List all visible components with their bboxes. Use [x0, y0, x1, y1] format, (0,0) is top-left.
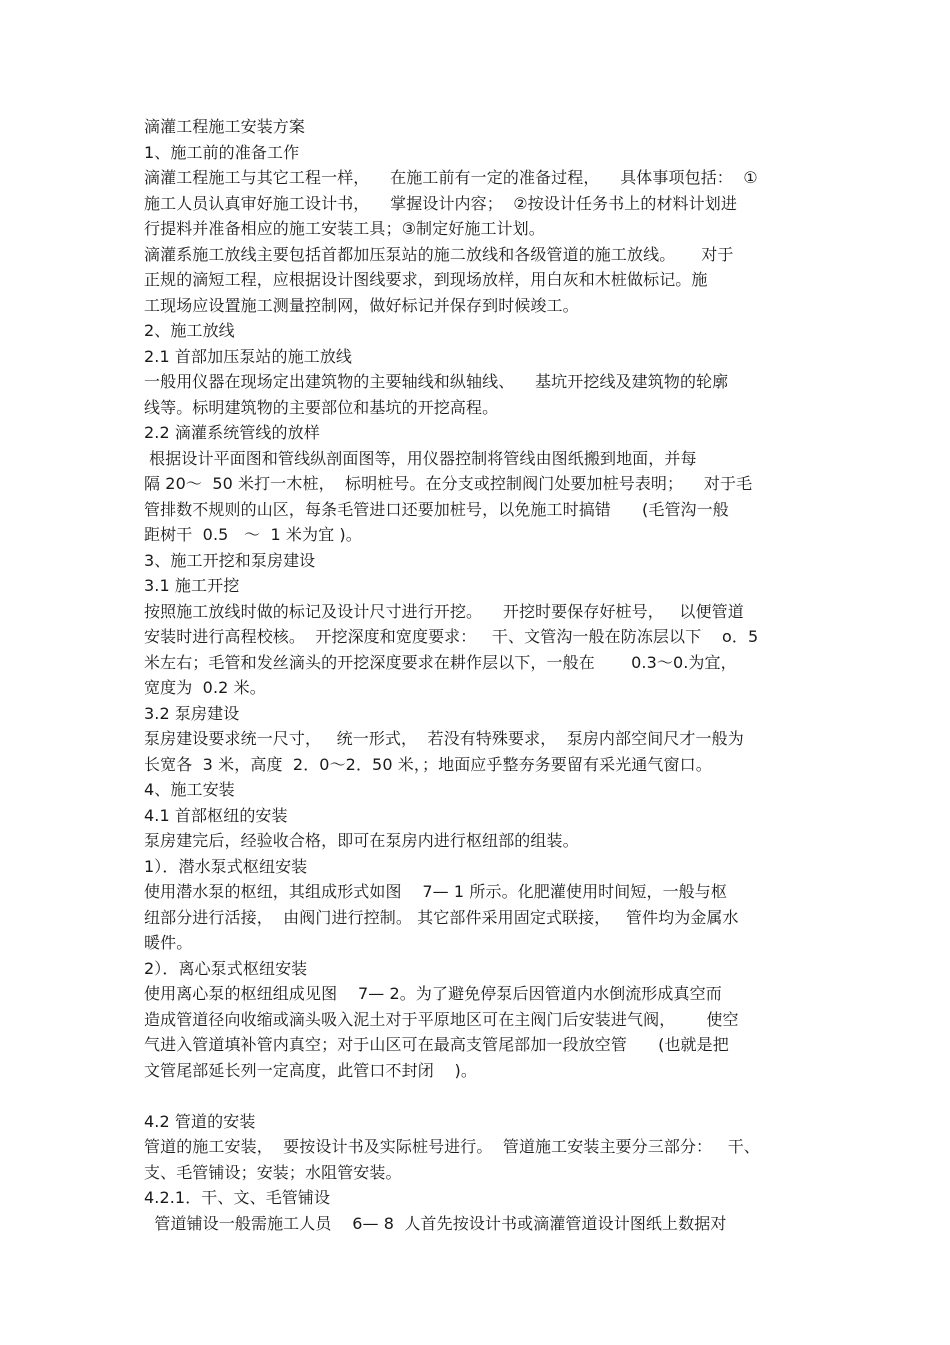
- paragraph-line: 按照施工放线时做的标记及设计尺寸进行开挖。 开挖时要保存好桩号， 以便管道: [144, 601, 744, 621]
- subsection-heading-2-1: 2.1 首部加压泵站的施工放线: [144, 346, 353, 366]
- paragraph-line: 距树干 0.5 ～ 1 米为宜 )。: [144, 525, 362, 544]
- paragraph-line: 行提料并准备相应的施工安装工具；③制定好施工计划。: [144, 219, 545, 238]
- paragraph-line: 暖件。: [144, 933, 193, 952]
- paragraph-line: 使用潜水泵的枢纽，其组成形式如图 7— 1 所示。化肥灌使用时间短，一般与枢: [144, 882, 727, 901]
- paragraph-line: 根据设计平面图和管线纵剖面图等，用仪器控制将管线由图纸搬到地面，并每: [144, 448, 697, 468]
- paragraph-line: 造成管道径向收缩或滴头吸入泥土对于平原地区可在主阀门后安装进气阀， 使空: [144, 1009, 739, 1029]
- section-heading-4: 4、施工安装: [144, 780, 235, 799]
- document-body: [144, 114, 824, 1236]
- paragraph-line: 管排数不规则的山区，每条毛管进口还要加桩号，以免施工时搞错 (毛管沟一般: [144, 499, 729, 519]
- subsubsection-heading-4-2-1: 4.2.1．干、文、毛管铺设: [144, 1188, 331, 1207]
- doc-title: 滴灌工程施工安装方案: [144, 117, 306, 136]
- paragraph-line: 安装时进行高程校核。 开挖深度和宽度要求： 干、文管沟一般在防冻层以下 o．5: [144, 627, 759, 646]
- paragraph-line: 施工人员认真审好施工设计书， 掌握设计内容； ②按设计任务书上的材料计划进: [144, 193, 737, 213]
- paragraph-line: 米左右；毛管和发丝滴头的开挖深度要求在耕作层以下，一般在 0.3～0.为宜，: [144, 652, 737, 672]
- subsection-heading-4-1: 4.1 首部枢纽的安装: [144, 805, 288, 825]
- subsection-heading-3-2: 3.2 泵房建设: [144, 703, 240, 723]
- item-heading-1: 1）．潜水泵式枢纽安装: [144, 856, 308, 876]
- paragraph-line: 文管尾部延长列一定高度，此管口不封闭 )。: [144, 1060, 477, 1080]
- paragraph-line: 管道铺设一般需施工人员 6— 8 人首先按设计书或滴灌管道设计图纸上数据对: [144, 1213, 727, 1233]
- subsection-heading-3-1: 3.1 施工开挖: [144, 576, 240, 595]
- paragraph-line: 使用离心泵的枢纽组成见图 7— 2。为了避免停泵后因管道内水倒流形成真空而: [144, 984, 722, 1003]
- paragraph-line: 长宽各 3 米，高度 2．0～2．50 米，；地面应乎整夯务要留有采光通气窗口。: [144, 754, 712, 774]
- paragraph-line: 滴灌工程施工与其它工程一样， 在施工前有一定的准备过程， 具体事项包括： ①: [144, 168, 758, 187]
- subsection-heading-2-2: 2.2 滴灌系统管线的放样: [144, 423, 320, 442]
- paragraph-line: 支、毛管铺设；安装；水阻管安装。: [144, 1162, 402, 1182]
- section-heading-2: 2、施工放线: [144, 321, 235, 340]
- section-heading-1: 1、施工前的准备工作: [144, 142, 300, 162]
- paragraph-line: 隔 20～ 50 米打一木桩， 标明桩号。在分支或控制阀门处要加桩号表明； 对于毛: [144, 474, 753, 493]
- paragraph-line: 工现场应设置施工测量控制网，做好标记并保存到时候竣工。: [144, 295, 579, 315]
- paragraph-line: 线等。标明建筑物的主要部位和基坑的开挖高程。: [144, 397, 499, 417]
- paragraph-line: 泵房建完后，经验收合格，即可在泵房内进行枢纽部的组装。: [144, 831, 579, 850]
- item-heading-2: 2）．离心泵式枢纽安装: [144, 958, 308, 978]
- paragraph-line: 滴灌系施工放线主要包括首都加压泵站的施二放线和各级管道的施工放线。 对于: [144, 244, 734, 264]
- paragraph-line: 一般用仪器在现场定出建筑物的主要轴线和纵轴线、 基坑开挖线及建筑物的轮廓: [144, 372, 729, 391]
- blank-line: [144, 1083, 824, 1109]
- subsection-heading-4-2: 4.2 管道的安装: [144, 1111, 256, 1131]
- paragraph-line: 泵房建设要求统一尺寸， 统一形式， 若没有特殊要求， 泵房内部空间尺才一般为: [144, 729, 744, 748]
- paragraph-line: 正规的滴短工程，应根据设计图线要求，到现场放样，用白灰和木桩做标记。施: [144, 270, 708, 289]
- paragraph-line: 宽度为 0.2 米。: [144, 678, 266, 697]
- section-heading-3: 3、施工开挖和泵房建设: [144, 550, 316, 570]
- paragraph-line: 纽部分进行活接， 由阀门进行控制。 其它部件采用固定式联接， 管件均为金属水: [144, 907, 739, 927]
- paragraph-line: 气进入管道填补管内真空；对于山区可在最高支管尾部加一段放空管 (也就是把: [144, 1035, 729, 1054]
- paragraph-line: 管道的施工安装， 要按设计书及实际桩号进行。 管道施工安装主要分三部分： 干、: [144, 1137, 760, 1156]
